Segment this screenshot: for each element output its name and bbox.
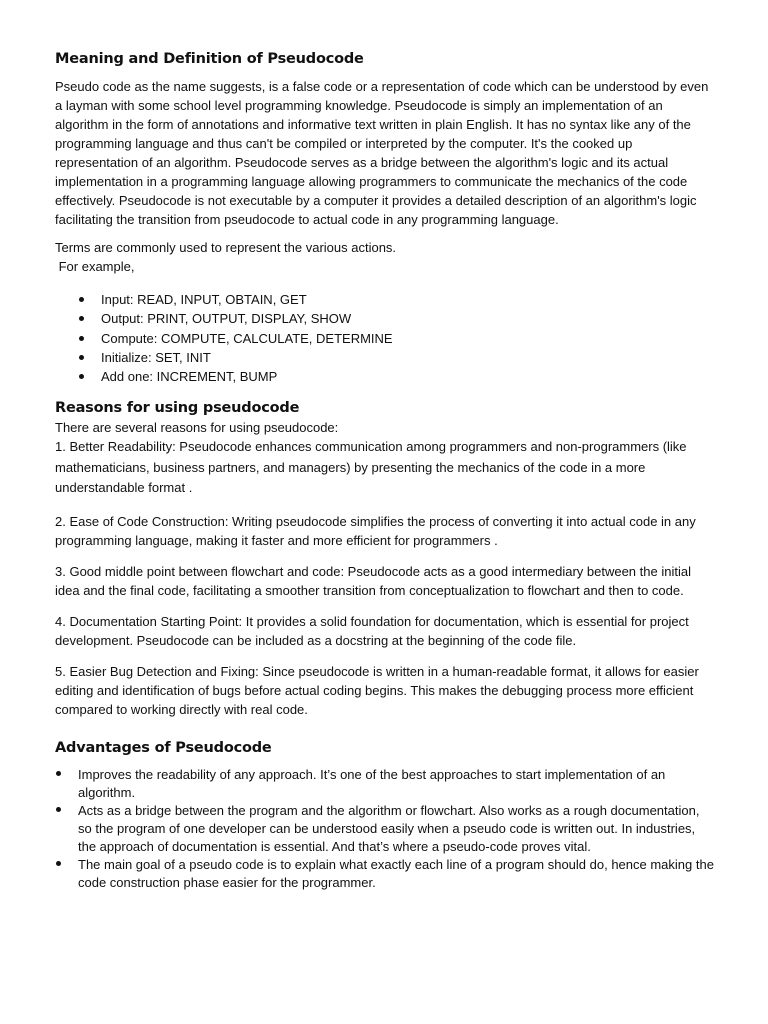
- list-item: Acts as a bridge between the program and the algorithm or flowchart. Also works as a rough documentation, so the program of one developer can be understood easily when a pseudo code is written out. In industries, the approach of documentation is essential. And that’s where a pseudo-code proves vital.: [78, 802, 715, 856]
- list-item: Improves the readability of any approach. It’s one of the best approaches to start implementation of an algorithm.: [78, 766, 715, 802]
- reason-paragraph: 4. Documentation Starting Point: It provides a solid foundation for documentation, which is essential for project development. Pseudocode can be included as a docstring at the beginning of the code file.: [55, 613, 689, 648]
- section-title-meaning: Meaning and Definition of Pseudocode: [55, 51, 364, 67]
- reasons-intro: There are several reasons for using pseudocode:: [55, 420, 339, 436]
- section-title-advantages: Advantages of Pseudocode: [55, 739, 272, 756]
- example-list: [55, 290, 715, 386]
- list-item: Initialize: SET, INIT: [101, 348, 715, 367]
- reason-paragraph: 3. Good middle point between flowchart and code: Pseudocode acts as a good intermediary between the initial idea and the final code, facilitating a smoother transition from conceptualization to flowchart and then to code.: [55, 563, 691, 598]
- list-item: Add one: INCREMENT, BUMP: [101, 367, 715, 386]
- reason-paragraph: 2. Ease of Code Construction: Writing pseudocode simplifies the process of converting it into actual code in any programming language, making it faster and more efficient for programmers .: [55, 513, 696, 548]
- document-content: [55, 51, 715, 892]
- reason-paragraph: 5. Easier Bug Detection and Fixing: Since pseudocode is written in a human-readable format, it allows for easier editing and identification of bugs before actual coding begins. This makes the debugging process more efficient compared to working directly with real code.: [55, 663, 699, 717]
- reason-paragraph: 1. Better Readability: Pseudocode enhances communication among programmers and non-programmers (like mathematicians, business partners, and managers) by presenting the mechanics of the code in a more understandable format .: [55, 439, 687, 496]
- section-title-reasons: Reasons for using pseudocode: [55, 400, 300, 417]
- definition-paragraph: Pseudo code as the name suggests, is a false code or a representation of code which can be understood by even a layman with some school level programming knowledge. Pseudocode is simply an implementation of an algorithm in the form of annotations and informative text written in plain English. It has no syntax like any of the programming language and thus can't be compiled or interpreted by the computer. It's the cooked up representation of an algorithm. Pseudocode serves as a bridge between the algorithm's logic and its actual implementation in a programming language allowing programmers to communicate the mechanics of the code effectively. Pseudocode is not executable by a computer it provides a detailed description of an algorithm's logic facilitating the transition from pseudocode to actual code in any programming language.: [55, 79, 709, 227]
- list-item: The main goal of a pseudo code is to explain what exactly each line of a program should do, hence making the code construction phase easier for the programmer.: [78, 856, 714, 890]
- list-item: Input: READ, INPUT, OBTAIN, GET: [101, 290, 715, 309]
- example-intro: For example,: [55, 259, 135, 274]
- advantages-list: [55, 766, 715, 892]
- terms-intro: Terms are commonly used to represent the various actions.: [55, 240, 397, 255]
- list-item: Compute: COMPUTE, CALCULATE, DETERMINE: [101, 329, 715, 348]
- list-item: Output: PRINT, OUTPUT, DISPLAY, SHOW: [101, 309, 715, 328]
